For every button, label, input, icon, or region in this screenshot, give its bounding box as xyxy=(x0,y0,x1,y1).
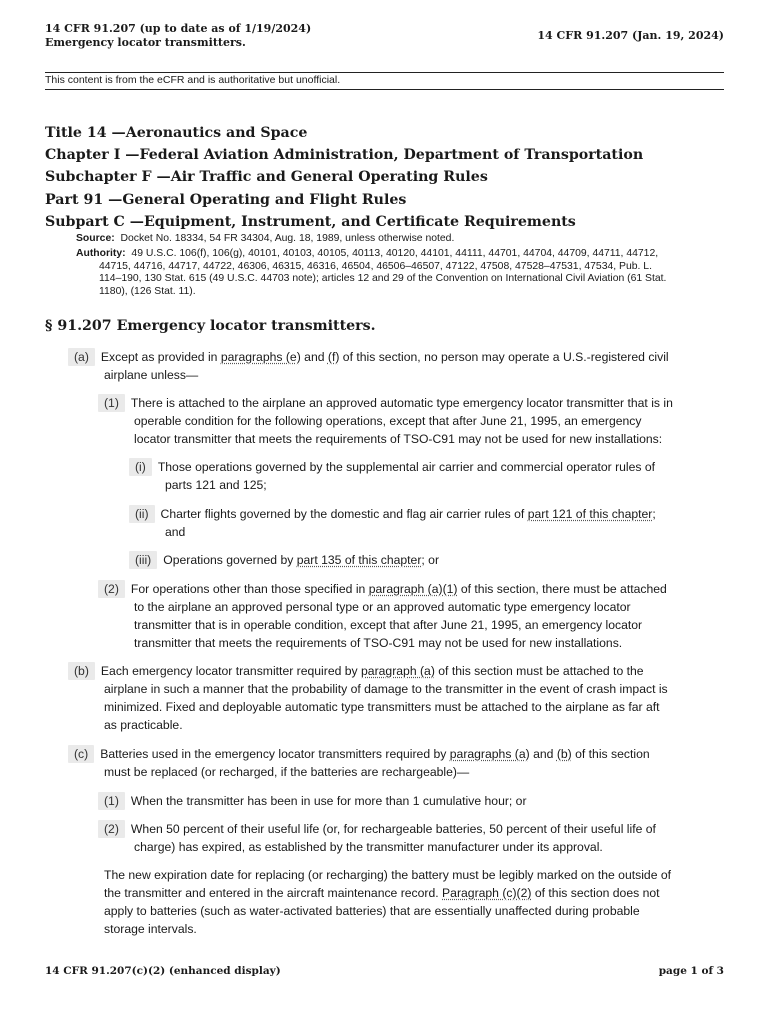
part-heading: Part 91 —General Operating and Flight Rules xyxy=(45,191,407,208)
authority-notice: This content is from the eCFR and is authoritative but unofficial. xyxy=(45,74,341,86)
paragraph-b: (b) Each emergency locator transmitter required by paragraph (a) of this section must be attached to the airplane in such a manner that the probability of damage to the transmitter in the event of crash impact is minimized. Fixed and deployable automatic type transmitters must be attached to the airplane as far aft as practicable. xyxy=(68,662,748,734)
paragraph-label: (c) xyxy=(68,745,94,763)
chapter-heading: Chapter I —Federal Aviation Administration, Department of Transportation xyxy=(45,147,644,164)
paragraph-label: (b) xyxy=(68,662,95,680)
paragraph-label: (ii) xyxy=(129,505,155,523)
section-title: § 91.207 Emergency locator transmitters. xyxy=(45,318,376,334)
title-heading: Title 14 —Aeronautics and Space xyxy=(45,125,308,141)
paragraph-a: (a) Except as provided in paragraphs (e) and (f) of this section, no person may operate a U.S.-registered civil airplane unless— xyxy=(68,348,748,384)
paragraph-label: (a) xyxy=(68,348,95,366)
part-link[interactable]: part 121 of this chapter xyxy=(527,507,653,521)
authority-line: 44715, 44716, 44717, 44722, 46306, 46315, 46316, 46504, 46506–46507, 47122, 47508, 47528–47531, 47534, Pub. L. xyxy=(99,260,652,272)
authority-line: 49 U.S.C. 106(f), 106(g), 40101, 40103, 40105, 40113, 40120, 44101, 44111, 44701, 44704, 44709, 44711, 44712, xyxy=(131,248,659,259)
paragraph-link[interactable]: Paragraph (c)(2) xyxy=(442,886,532,900)
paragraph-link[interactable]: paragraph (a)(1) xyxy=(368,582,458,596)
paragraph-a1iii: (iii) Operations governed by part 135 of this chapter; or xyxy=(129,551,749,569)
paragraph-c2: (2) When 50 percent of their useful life (or, for rechargeable batteries, 50 percent of their useful life of charge) has expired, as established by the transmitter manufacturer under its approval. xyxy=(98,820,748,856)
citation-date: 14 CFR 91.207 (up to date as of 1/19/2024) xyxy=(45,22,312,35)
authority-label: Authority: xyxy=(76,248,126,259)
header-citation: 14 CFR 91.207 (Jan. 19, 2024) xyxy=(537,29,724,42)
divider-top xyxy=(45,72,724,73)
source-text: Docket No. 18334, 54 FR 34304, Aug. 18, 1989, unless otherwise noted. xyxy=(120,233,455,244)
source-label: Source: xyxy=(76,233,115,244)
section-short-title: Emergency locator transmitters. xyxy=(45,36,246,49)
hierarchy-headings xyxy=(45,122,725,233)
divider-bottom xyxy=(45,89,724,90)
paragraph-label: (2) xyxy=(98,820,125,838)
document-header xyxy=(45,22,311,50)
paragraph-a2: (2) For operations other than those specified in paragraph (a)(1) of this section, there must be attached to the airplane an approved personal type or an approved automatic type emergency locator transmitter that is in operable condition, except that after June 21, 1995, an emergency locator transmitter that meets the requirements of TSO-C91 may not be used for new installations. xyxy=(98,580,748,652)
authority-note xyxy=(76,248,724,298)
part-link[interactable]: part 135 of this chapter xyxy=(296,553,422,567)
source-note xyxy=(76,233,724,246)
paragraph-link[interactable]: paragraph (a) xyxy=(361,664,435,678)
paragraph-c1: (1) When the transmitter has been in use for more than 1 cumulative hour; or xyxy=(98,792,748,810)
paragraph-a1ii: (ii) Charter flights governed by the domestic and flag air carrier rules of part 121 of this chapter; and xyxy=(129,505,749,541)
footer-citation: 14 CFR 91.207(c)(2) (enhanced display) xyxy=(45,965,281,977)
paragraph-c-note: The new expiration date for replacing (or recharging) the battery must be legibly marked on the outside of the transmitter and entered in the aircraft maintenance record. Paragraph (c)(2) of this section does not apply to batteries (such as water-activated batteries) that are essentially unaffected during probable storage intervals. xyxy=(104,868,672,936)
paragraph-label: (2) xyxy=(98,580,125,598)
paragraph-link[interactable]: paragraphs (a) xyxy=(449,747,530,761)
authority-line: 1180), (126 Stat. 11). xyxy=(99,285,196,297)
page-number: page 1 of 3 xyxy=(658,965,724,977)
paragraph-a1: (1) There is attached to the airplane an approved automatic type emergency locator transmitter that is in operable condition for the following operations, except that after June 21, 1995, an emergency locator transmitter that meets the requirements of TSO-C91 may not be used for new installations: xyxy=(98,394,748,448)
paragraph-link[interactable]: (b) xyxy=(556,747,572,761)
paragraph-label: (iii) xyxy=(129,551,157,569)
subchapter-heading: Subchapter F —Air Traffic and General Operating Rules xyxy=(45,169,488,186)
paragraph-label: (1) xyxy=(98,394,125,412)
authority-line: 114–190, 130 Stat. 615 (49 U.S.C. 44703 note); articles 12 and 29 of the Convention on International Civil Aviation (61 Stat. xyxy=(99,273,667,285)
paragraph-c: (c) Batteries used in the emergency locator transmitters required by paragraphs (a) and (b) of this section must be replaced (or recharged, if the batteries are rechargeable)— xyxy=(68,745,748,781)
paragraph-a1i: (i) Those operations governed by the supplemental air carrier and commercial operator rules of parts 121 and 125; xyxy=(129,458,749,494)
paragraph-link[interactable]: paragraphs (e) xyxy=(220,350,301,364)
paragraph-label: (1) xyxy=(98,792,125,810)
subpart-heading: Subpart C —Equipment, Instrument, and Certificate Requirements xyxy=(45,213,576,230)
paragraph-link[interactable]: (f) xyxy=(327,350,340,364)
paragraph-label: (i) xyxy=(129,458,152,476)
